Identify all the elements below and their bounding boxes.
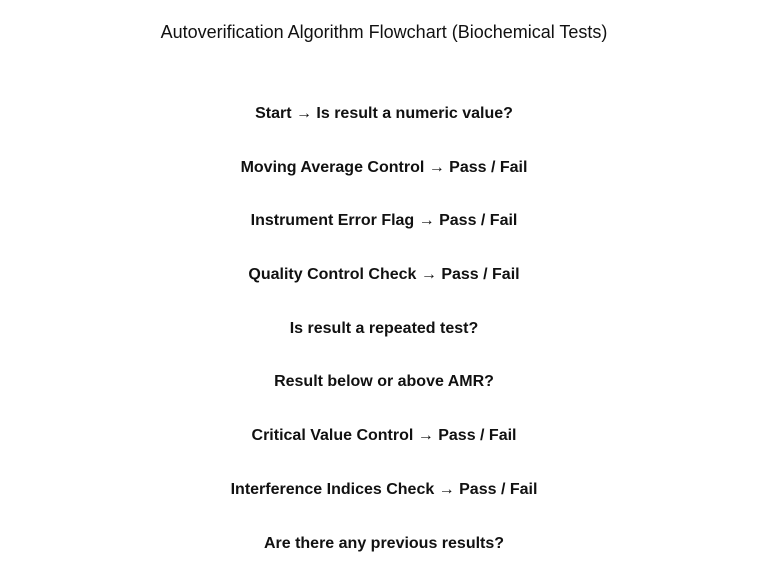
step-critical-value-control: Critical Value Control → Pass / Fail (0, 425, 768, 479)
step-quality-control-check: Quality Control Check → Pass / Fail (0, 264, 768, 318)
step-amr-check: Result below or above AMR? (0, 371, 768, 425)
step-start-numeric-check: Start → Is result a numeric value? (0, 103, 768, 157)
step-instrument-error-flag: Instrument Error Flag → Pass / Fail (0, 210, 768, 264)
step-repeated-test: Is result a repeated test? (0, 318, 768, 372)
step-previous-results: Are there any previous results? (0, 533, 768, 586)
step-moving-average-control: Moving Average Control → Pass / Fail (0, 157, 768, 211)
step-interference-indices-check: Interference Indices Check → Pass / Fail (0, 479, 768, 533)
flowchart-steps (0, 103, 768, 586)
page-title: Autoverification Algorithm Flowchart (Biochemical Tests) (0, 20, 768, 44)
